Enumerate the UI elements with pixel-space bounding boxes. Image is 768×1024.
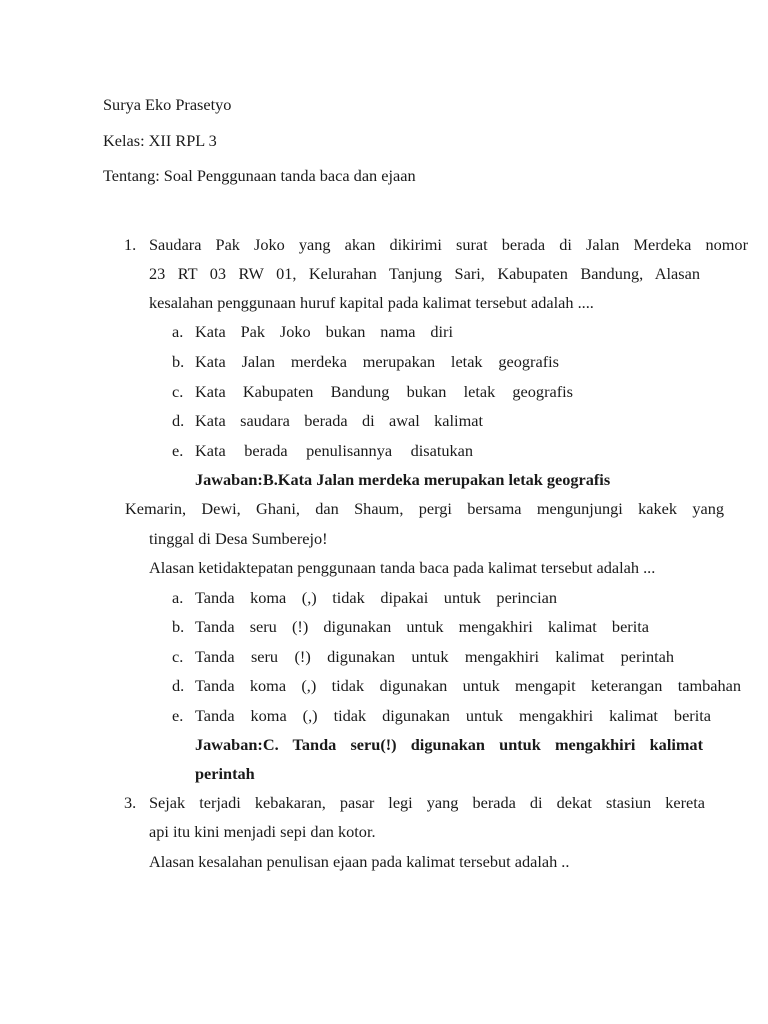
option-text: Tanda koma (,) tidak digunakan untuk mengakhiri kalimat berita bbox=[195, 706, 711, 725]
option-letter: d. bbox=[172, 411, 185, 430]
option-letter: e. bbox=[172, 441, 184, 460]
option-text: Kata berada penulisannya disatukan bbox=[195, 441, 473, 460]
question-text: kesalahan penggunaan huruf kapital pada kalimat tersebut adalah .... bbox=[149, 293, 594, 312]
question-text: tinggal di Desa Sumberejo! bbox=[149, 529, 328, 548]
question-text: 23 RT 03 RW 01, Kelurahan Tanjung Sari, Kabupaten Bandung, Alasan bbox=[149, 264, 700, 283]
option-letter: e. bbox=[172, 706, 184, 725]
topic-info: Tentang: Soal Penggunaan tanda baca dan ejaan bbox=[103, 166, 416, 185]
option-text: Tanda seru (!) digunakan untuk mengakhiri kalimat perintah bbox=[195, 647, 674, 666]
author-name: Surya Eko Prasetyo bbox=[103, 95, 232, 114]
option-letter: b. bbox=[172, 617, 185, 636]
option-letter: c. bbox=[172, 647, 184, 666]
option-letter: c. bbox=[172, 382, 184, 401]
option-text: Kata Pak Joko bukan nama diri bbox=[195, 322, 453, 341]
answer-text: Jawaban:C. Tanda seru(!) digunakan untuk mengakhiri kalimat bbox=[195, 735, 703, 754]
answer-text-continued: perintah bbox=[195, 764, 255, 783]
question-text: Alasan kesalahan penulisan ejaan pada kalimat tersebut adalah .. bbox=[149, 852, 570, 871]
option-text: Kata Jalan merdeka merupakan letak geografis bbox=[195, 352, 559, 371]
option-text: Kata Kabupaten Bandung bukan letak geografis bbox=[195, 382, 573, 401]
class-info: Kelas: XII RPL 3 bbox=[103, 131, 217, 150]
option-text: Tanda koma (,) tidak dipakai untuk perincian bbox=[195, 588, 557, 607]
option-letter: b. bbox=[172, 352, 185, 371]
option-letter: a. bbox=[172, 322, 184, 341]
question-text: Kemarin, Dewi, Ghani, dan Shaum, pergi bersama mengunjungi kakek yang bbox=[125, 499, 724, 518]
option-letter: d. bbox=[172, 676, 185, 695]
question-number: 3. bbox=[124, 793, 137, 812]
question-text: Sejak terjadi kebakaran, pasar legi yang berada di dekat stasiun kereta bbox=[149, 793, 705, 812]
question-text: api itu kini menjadi sepi dan kotor. bbox=[149, 822, 376, 841]
option-text: Kata saudara berada di awal kalimat bbox=[195, 411, 483, 430]
option-text: Tanda seru (!) digunakan untuk mengakhiri kalimat berita bbox=[195, 617, 649, 636]
option-text: Tanda koma (,) tidak digunakan untuk mengapit keterangan tambahan bbox=[195, 676, 741, 695]
option-letter: a. bbox=[172, 588, 184, 607]
question-text: Alasan ketidaktepatan penggunaan tanda baca pada kalimat tersebut adalah ... bbox=[149, 558, 656, 577]
question-text: Saudara Pak Joko yang akan dikirimi surat berada di Jalan Merdeka nomor bbox=[149, 235, 748, 254]
question-number: 1. bbox=[124, 235, 137, 254]
answer-text: Jawaban:B.Kata Jalan merdeka merupakan letak geografis bbox=[195, 470, 611, 489]
